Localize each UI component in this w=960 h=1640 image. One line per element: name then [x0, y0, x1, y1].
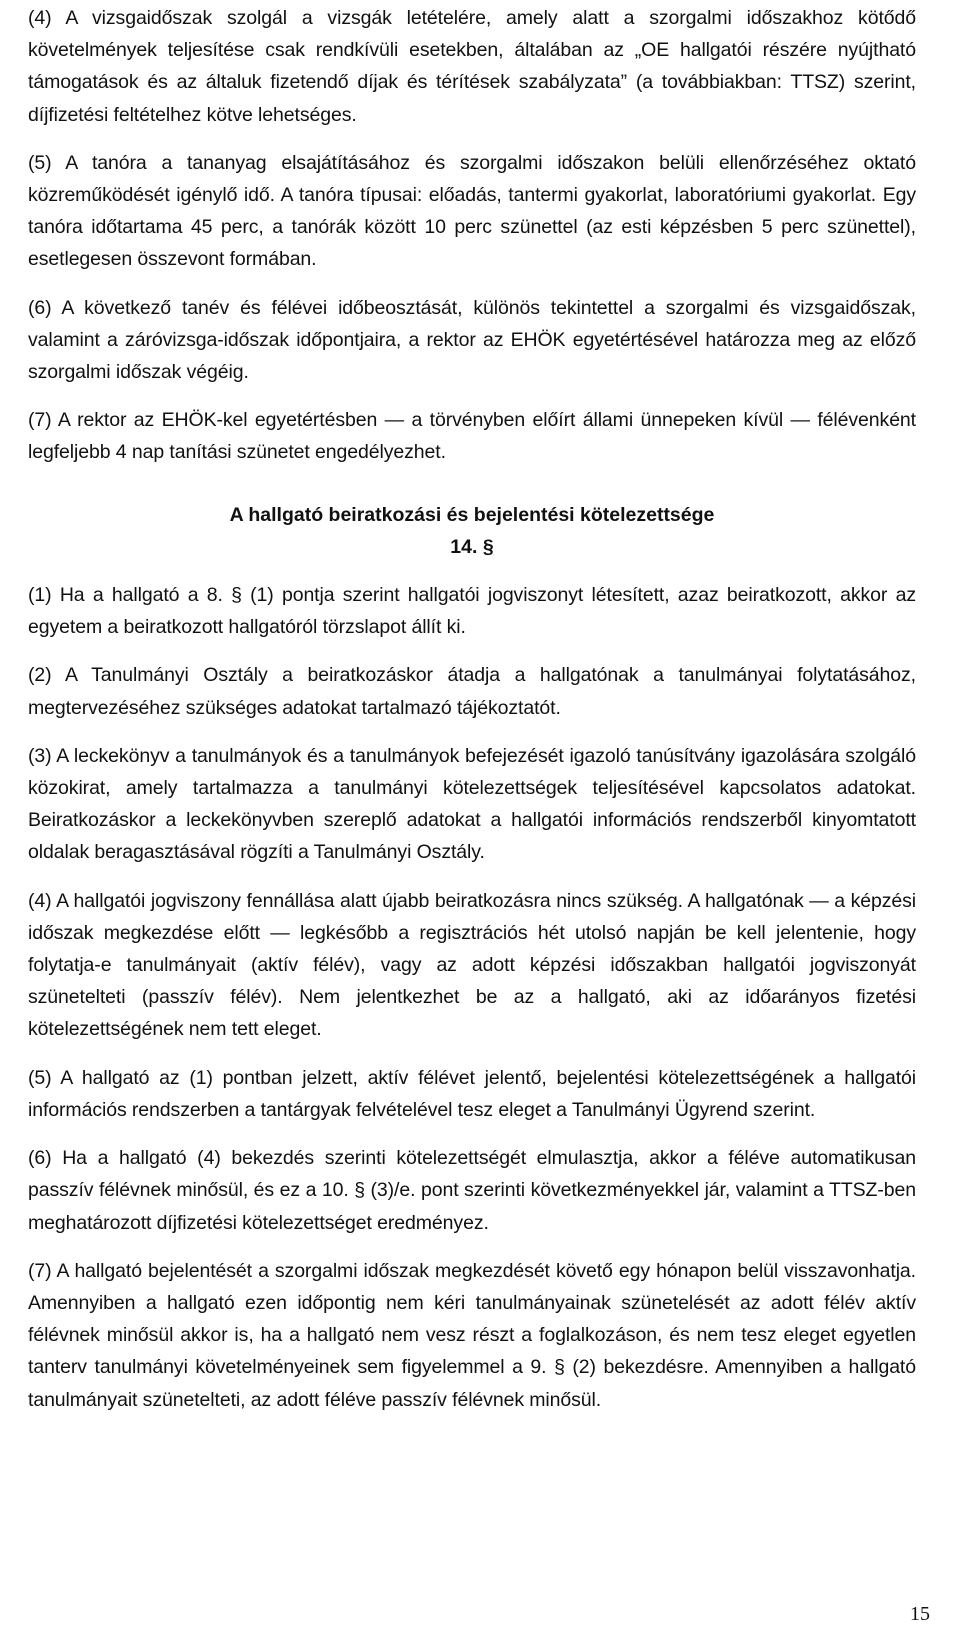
document-body: [28, 2, 916, 1416]
paragraph-4: (4) A vizsgaidőszak szolgál a vizsgák letételére, amely alatt a szorgalmi időszakhoz kötődő követelmények teljesítése csak rendkívüli esetekben, általában az „OE hallgatói részére nyújtható támogatások és az általuk fizetendő díjak és térítések szabályzata” (a továbbiakban: TTSZ) szerint, díjfizetési feltételhez kötve lehetséges.: [28, 7, 916, 126]
section-number-text: 14.: [450, 535, 478, 558]
paragraph-7: (7) A rektor az EHÖK-kel egyetértésben — a törvényben előírt állami ünnepeken kívül — félévenként legfeljebb 4 nap tanítási szünetet engedélyezhet.: [28, 409, 916, 464]
section-title-text: A hallgató beiratkozási és bejelentési kötelezettsége: [229, 503, 715, 526]
paragraph-14-4: (4) A hallgatói jogviszony fennállása alatt újabb beiratkozásra nincs szükség. A hallgatónak — a képzési időszak megkezdése előtt — legkésőbb a regisztrációs hét utolsó napján be kell jelentenie, hogy folytatja-e tanulmányait (aktív félév), vagy az adott képzési időszakban hallgatói jogviszonyát szünetelteti (passzív félév). Nem jelentkezhet be az a hallgató, aki az időarányos fizetési kötelezettségének nem tett eleget.: [28, 889, 916, 1041]
section-number: [28, 531, 916, 563]
paragraph-14-7: (7) A hallgató bejelentését a szorgalmi időszak megkezdését követő egy hónapon belül visszavonhatja. Amennyiben a hallgató ezen időpontig nem kéri tanulmányainak szünetelését az adott félév aktív félévnek minősül akkor is, ha a hallgató nem vesz részt a foglalkozáson, és nem tesz eleget egyetlen tanterv tanulmányi követelményeinek sem figyelemmel a 9. § (2) bekezdésre. Amennyiben a hallgató tanulmányait szünetelteti, az adott féléve passzív félévnek minősül.: [28, 1259, 916, 1411]
page-number: 15: [910, 1603, 930, 1625]
paragraph-14-1: (1) Ha a hallgató a 8. § (1) pontja szerint hallgatói jogviszonyt létesített, azaz beiratkozott, akkor az egyetem a beiratkozott hallgatóról törzslapot állít ki.: [28, 584, 916, 639]
paragraph-14-3: (3) A leckekönyv a tanulmányok és a tanulmányok befejezését igazoló tanúsítvány igazolására szolgáló közokirat, amely tartalmazza a tanulmányi kötelezettségek teljesítésével kapcsolatos adatokat. Beiratkozáskor a leckekönyvben szereplő adatokat a hallgatói információs rendszerből kinyomtatott oldalak beragasztásával rögzíti a Tanulmányi Osztály.: [28, 744, 916, 864]
section-title: [28, 499, 916, 531]
paragraph-14-5: (5) A hallgató az (1) pontban jelzett, aktív félévet jelentő, bejelentési kötelezettségének a hallgatói információs rendszerben a tantárgyak felvételével tesz eleget a Tanulmányi Ügyrend szerint.: [28, 1066, 916, 1121]
paragraph-14-2: (2) A Tanulmányi Osztály a beiratkozáskor átadja a hallgatónak a tanulmányai folytatásához, megtervezéséhez szükséges adatokat tartalmazó tájékoztatót.: [28, 664, 916, 719]
paragraph-6: (6) A következő tanév és félévei időbeosztását, különös tekintettel a szorgalmi és vizsgaidőszak, valamint a záróvizsga-időszak időpontjaira, a rektor az EHÖK egyetértésével határozza meg az előző szorgalmi időszak végéig.: [28, 296, 916, 384]
paragraph-14-6: (6) Ha a hallgató (4) bekezdés szerinti kötelezettségét elmulasztja, akkor a féléve automatikusan passzív félévnek minősül, és ez a 10. § (3)/e. pont szerinti következményekkel jár, valamint a TTSZ-ben meghatározott díjfizetési kötelezettséget eredményez.: [28, 1147, 916, 1234]
paragraph-5: (5) A tanóra a tananyag elsajátításához és szorgalmi időszakon belüli ellenőrzéséhez oktató közreműködését igénylő idő. A tanóra típusai: előadás, tantermi gyakorlat, laboratóriumi gyakorlat. Egy tanóra időtartama 45 perc, a tanórák között 10 perc szünettel (az esti képzésben 5 perc szünettel), esetlegesen összevont formában.: [28, 151, 916, 271]
section-symbol: §: [482, 535, 494, 558]
